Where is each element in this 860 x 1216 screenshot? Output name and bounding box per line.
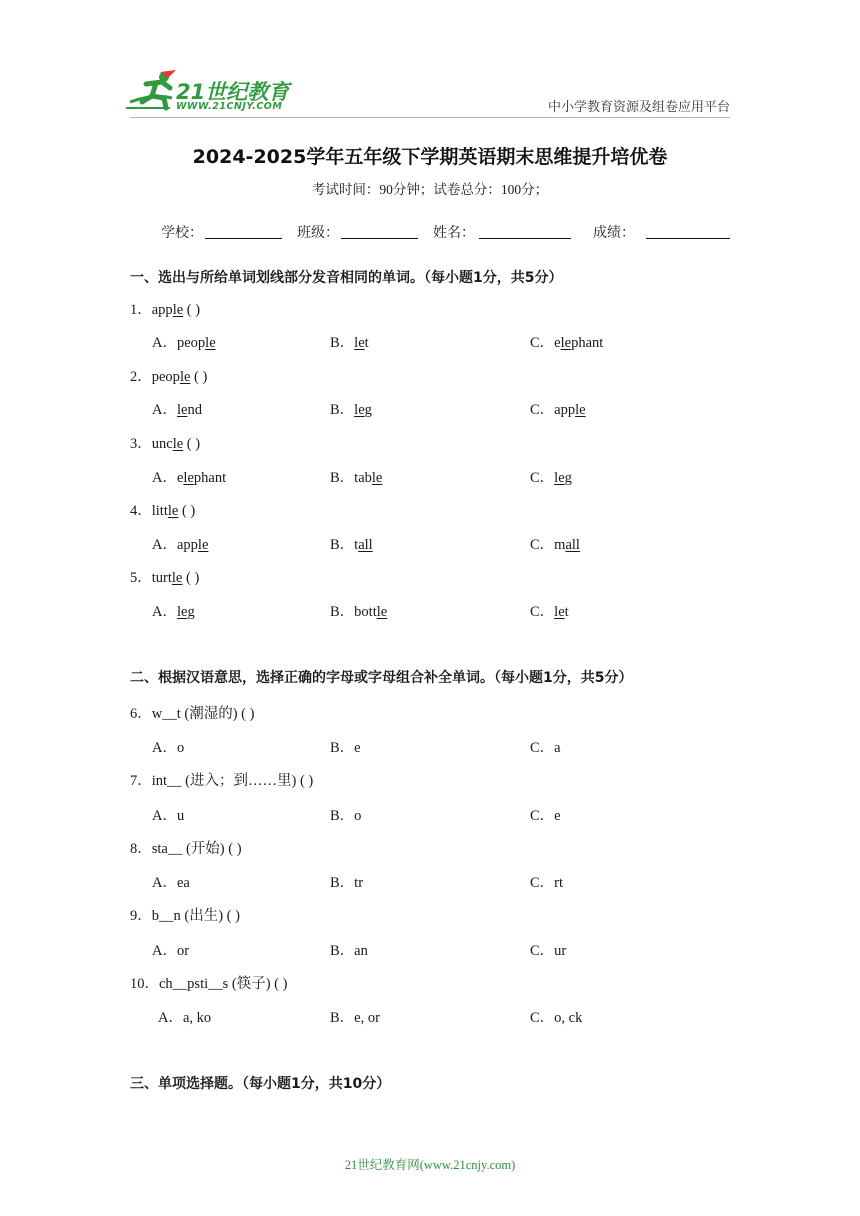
- option-text: A．peop: [152, 335, 206, 351]
- score-field[interactable]: [646, 238, 730, 239]
- underlined-letters: all: [565, 537, 580, 553]
- answer-option[interactable]: [330, 736, 361, 757]
- answer-option[interactable]: [152, 804, 184, 825]
- stem-text: 2．peop: [130, 369, 180, 385]
- answer-option[interactable]: [530, 331, 603, 352]
- option-text: B．o: [330, 808, 362, 824]
- option-text-suffix: t: [364, 335, 369, 351]
- option-text: C．e: [530, 335, 561, 351]
- option-text: B．tab: [330, 470, 372, 486]
- question-stem: [130, 365, 207, 386]
- answer-option[interactable]: [152, 871, 190, 892]
- school-label: 学校：: [161, 225, 203, 241]
- answer-option[interactable]: [158, 1006, 211, 1027]
- underlined-letters: le: [371, 470, 383, 486]
- section-heading: 二、根据汉语意思，选择正确的字母或字母组合补全单词。（每小题1分，共5分）: [130, 670, 633, 686]
- answer-option[interactable]: [530, 533, 580, 554]
- underlined-letters: le: [172, 302, 184, 318]
- stem-text: 4．litt: [130, 503, 168, 519]
- school-field[interactable]: [205, 238, 282, 239]
- option-text: A．e: [152, 470, 184, 486]
- stem-text: 6．w__t (潮湿的) ( ): [130, 706, 255, 722]
- page-header: [0, 0, 860, 125]
- question-stem: [130, 904, 240, 925]
- underlined-letters: le: [376, 604, 388, 620]
- underlined-letters: le: [176, 604, 188, 620]
- underlined-letters: le: [176, 402, 188, 418]
- header-divider: [130, 117, 730, 118]
- option-text: B．t: [330, 537, 359, 553]
- option-text: C．m: [530, 537, 566, 553]
- question-stem: [130, 566, 199, 587]
- underlined-letters: all: [358, 537, 373, 553]
- answer-option[interactable]: [152, 398, 202, 419]
- platform-name: 中小学教育资源及组卷应用平台: [547, 99, 730, 114]
- underlined-letters: le: [171, 570, 183, 586]
- answer-option[interactable]: [530, 600, 569, 621]
- option-text: B．bott: [330, 604, 377, 620]
- question-stem: [130, 499, 195, 520]
- answer-bracket: ( ): [182, 570, 200, 586]
- underlined-letters: le: [354, 335, 365, 351]
- answer-bracket: ( ): [178, 503, 196, 519]
- question-stem: [130, 298, 200, 319]
- option-text: B．: [330, 402, 355, 418]
- underlined-letters: le: [575, 402, 586, 418]
- option-text: C．a: [530, 740, 561, 756]
- option-text: A．app: [152, 537, 198, 553]
- answer-option[interactable]: [330, 804, 361, 825]
- question-stem: [130, 769, 313, 790]
- answer-option[interactable]: [530, 736, 561, 757]
- stem-text: 1．app: [130, 302, 173, 318]
- option-text: A．: [152, 402, 177, 418]
- answer-option[interactable]: [152, 533, 208, 554]
- option-text: C．ur: [530, 943, 567, 959]
- underlined-letters: le: [554, 604, 565, 620]
- stem-text: 7．int__ (进入；到……里) ( ): [130, 773, 314, 789]
- answer-option[interactable]: [152, 331, 216, 352]
- class-label: 班级：: [297, 225, 339, 241]
- option-text: B．: [330, 335, 355, 351]
- stem-text: 10．ch__psti__s (筷子) ( ): [130, 976, 288, 992]
- option-text: A．o: [152, 740, 185, 756]
- underlined-letters: le: [197, 537, 209, 553]
- answer-option[interactable]: [330, 939, 368, 960]
- option-text: B．an: [330, 943, 368, 959]
- option-text: C．e: [530, 808, 561, 824]
- underlined-letters: le: [167, 503, 179, 519]
- page-title: 2024-2025学年五年级下学期英语期末思维提升培优卷: [192, 146, 668, 168]
- answer-bracket: ( ): [183, 436, 201, 452]
- underlined-letters: le: [554, 470, 565, 486]
- answer-option[interactable]: [152, 466, 226, 487]
- logo-url: WWW.21CNJY.COM: [176, 101, 283, 112]
- option-text-suffix: g: [364, 402, 372, 418]
- question-stem: [130, 432, 200, 453]
- section-heading: 三、单项选择题。（每小题1分，共10分）: [130, 1076, 391, 1092]
- answer-option[interactable]: [330, 1006, 380, 1027]
- answer-option[interactable]: [530, 1006, 582, 1027]
- answer-option[interactable]: [330, 600, 387, 621]
- option-text-suffix: nd: [187, 402, 202, 418]
- option-text: B．e, or: [330, 1010, 380, 1026]
- class-field[interactable]: [341, 238, 418, 239]
- option-text: A．a, ko: [158, 1010, 212, 1026]
- answer-option[interactable]: [530, 939, 566, 960]
- answer-option[interactable]: [330, 466, 382, 487]
- answer-option[interactable]: [530, 804, 561, 825]
- option-text: C．o, ck: [530, 1010, 583, 1026]
- answer-option[interactable]: [530, 466, 572, 487]
- option-text: C．rt: [530, 875, 564, 891]
- name-label: 姓名：: [433, 225, 475, 241]
- underlined-letters: le: [183, 470, 194, 486]
- footer-link[interactable]: 21世纪教育网(www.21cnjy.com): [344, 1158, 516, 1172]
- question-stem: [130, 972, 287, 993]
- option-text: B．tr: [330, 875, 364, 891]
- name-field[interactable]: [479, 238, 571, 239]
- question-stem: [130, 702, 254, 723]
- answer-option[interactable]: [530, 398, 586, 419]
- option-text-suffix: g: [187, 604, 195, 620]
- answer-option[interactable]: [330, 398, 372, 419]
- answer-option[interactable]: [152, 939, 189, 960]
- option-text-suffix: t: [564, 604, 569, 620]
- section-heading: 一、选出与所给单词划线部分发音相同的单词。（每小题1分，共5分）: [130, 270, 563, 286]
- option-text: A．: [152, 604, 177, 620]
- option-text: C．: [530, 470, 555, 486]
- option-text: C．: [530, 604, 555, 620]
- option-text: A．u: [152, 808, 185, 824]
- option-text: A．or: [152, 943, 190, 959]
- stem-text: 8．sta__ (开始) ( ): [130, 841, 242, 857]
- option-text: C．app: [530, 402, 576, 418]
- option-text: B．e: [330, 740, 361, 756]
- answer-bracket: ( ): [183, 302, 201, 318]
- answer-bracket: ( ): [190, 369, 208, 385]
- option-text: A．ea: [152, 875, 190, 891]
- answer-option[interactable]: [330, 533, 373, 554]
- question-stem: [130, 837, 242, 858]
- underlined-letters: le: [560, 335, 572, 351]
- answer-option[interactable]: [530, 871, 563, 892]
- stem-text: 5．turt: [130, 570, 172, 586]
- answer-option[interactable]: [152, 600, 195, 621]
- logo-text: 21世纪教育: [176, 80, 290, 104]
- underlined-letters: le: [354, 402, 365, 418]
- exam-info: 考试时间：90分钟；试卷总分：100分；: [311, 182, 549, 197]
- option-text-suffix: g: [564, 470, 572, 486]
- answer-option[interactable]: [152, 736, 184, 757]
- underlined-letters: le: [172, 436, 184, 452]
- option-text-suffix: phant: [193, 470, 227, 486]
- option-text-suffix: phant: [571, 335, 604, 351]
- stem-text: 3．unc: [130, 436, 173, 452]
- underlined-letters: le: [179, 369, 191, 385]
- answer-option[interactable]: [330, 871, 363, 892]
- underlined-letters: le: [205, 335, 216, 351]
- stem-text: 9．b__n (出生) ( ): [130, 908, 240, 924]
- answer-option[interactable]: [330, 331, 369, 352]
- score-label: 成绩：: [593, 225, 635, 241]
